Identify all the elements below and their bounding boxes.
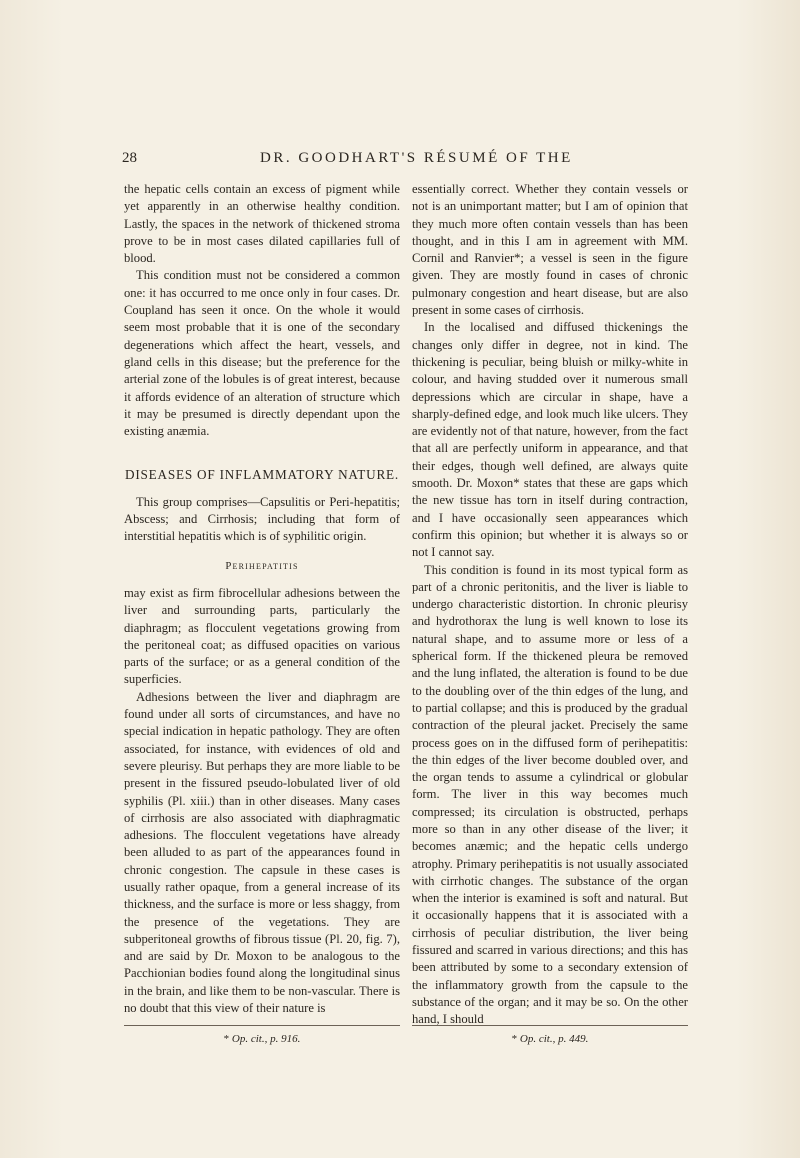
- running-title: DR. GOODHART'S RÉSUMÉ OF THE: [260, 150, 573, 166]
- paragraph: This condition must not be considered a common one: it has occurred to me once only in four cases. Dr. Coupland has seen it once. On the whole it would seem most probable that it is one of the secondary degenerations which affect the heart, vessels, and gland cells in this disease; but the preference for the arterial zone of the lobules is of great interest, because it affords evidence of an alteration of structure which it may be presumed is directly dependant upon the existing anæmia.: [124, 268, 400, 439]
- running-head: [122, 150, 682, 174]
- left-column: [124, 181, 400, 1017]
- footnote-right: [412, 1033, 688, 1045]
- paragraph: may exist as firm fibrocellular adhesions between the liver and surrounding parts, particularly the diaphragm; as flocculent vegetations growing from the peritoneal coat; as diffused opacities on various parts of the surface; or as a general condition of the superficies.: [124, 585, 400, 687]
- paragraph: essentially correct. Whether they contain vessels or not is an unimportant matter; but I am of opinion that they much more often contain vessels than has been thought, and in this I am in agreement with MM. Cornil and Ranvier*; a vessel is seen in the figure given. They are mostly found in cases of chronic pulmonary congestion and heart disease, but are also present in some cases of cirrhosis.: [412, 182, 688, 318]
- footnote-text: Op. cit., p. 916.: [231, 1033, 301, 1045]
- footnote-text: Op. cit., p. 449.: [519, 1033, 589, 1045]
- footnote-rule: [124, 1025, 400, 1026]
- paragraph: the hepatic cells contain an excess of pigment while yet apparently in an otherwise healthy condition. Lastly, the spaces in the network of thickened stroma prove to be in most cases dilated capillaries full of blood.: [124, 182, 400, 266]
- paragraph: Adhesions between the liver and diaphragm are found under all sorts of circumstances, and have no special indication in hepatic pathology. They are often associated, for instance, with evidences of old and severe pleurisy. But perhaps they are more liable to be present in the fissured pseudo-lobulated liver of old syphilis (Pl. xiii.) than in other diseases. Many cases of cirrhosis are also associated with diaphragmatic adhesions. The flocculent vegetations have already been alluded to as part of the appearances found in chronic congestion. The capsule in these cases is usually rather opaque, from a general increase of its thickness, and the surface is more or less shaggy, from the presence of the vegetations. They are subperitoneal growths of fibrous tissue (Pl. 20, fig. 7), and are said by Dr. Moxon to be analogous to the Pacchionian bodies found along the longitudinal sinus in the brain, and like them to be non-vascular. There is no doubt that this view of their nature is: [124, 689, 400, 1016]
- paragraph: In the localised and diffused thickenings the changes only differ in degree, not in kind. The thickening is peculiar, being bluish or milky-white in colour, and having studded over it numerous small depressions which are circular in shape, have a sharply-defined edge, and look much like ulcers. They are evidently not of that nature, however, from the fact that all are perfectly uniform in appearance, and that their edges, though well defined, are always quite smooth. Dr. Moxon* states that these are gaps which the new tissue has torn in itself during contraction, and I have occasionally seen appearances which confirm this opinion; but whether it is always so or not I cannot say.: [412, 320, 688, 560]
- right-column: [412, 181, 688, 1029]
- page-number: 28: [122, 150, 137, 166]
- footnote-marker: *: [223, 1033, 232, 1045]
- footnote-left: [124, 1033, 400, 1045]
- paragraph: This condition is found in its most typical form as part of a chronic peritonitis, and the liver is liable to undergo characteristic distortion. In chronic pleurisy and hydrothorax the lung is well known to lose its natural shape, and to assume more or less of a spherical form. If the thickened pleura be removed and the lung inflated, the alteration is found to be due to the doubling over of the thin edges of the lung, and to partial collapse; and this is produced by the gradual contraction of the pleural jacket. Precisely the same process goes on in the diffused form of perihepatitis: the thin edges of the liver become doubled over, and the organ tends to assume a cylindrical or globular form. The liver in this way becomes much compressed; its circulation is obstructed, perhaps more so than in any other disease of the liver; it becomes anæmic; and the hepatic cells undergo atrophy. Primary perihepatitis is not usually associated with cirrhotic changes. The substance of the organ when the interior is examined is soft and natural. But it occasionally happens that it is associated with a cirrhosis of peculiar distribution, the liver being fissured and scarred in various directions; and this has been attributed by some to a secondary extension of the inflammatory growth from the capsule to the substance of the organ; and it may be so. On the other hand, I should: [412, 562, 688, 1027]
- section-heading: DISEASES OF INFLAMMATORY NATURE.: [125, 467, 399, 483]
- footnote-rule: [412, 1025, 688, 1026]
- sub-heading: Perihepatitis: [225, 559, 299, 572]
- paragraph: This group comprises—Capsulitis or Peri-hepatitis; Abscess; and Cirrhosis; including that form of interstitial hepatitis which is of syphilitic origin.: [124, 494, 400, 544]
- footnote-marker: *: [511, 1033, 520, 1045]
